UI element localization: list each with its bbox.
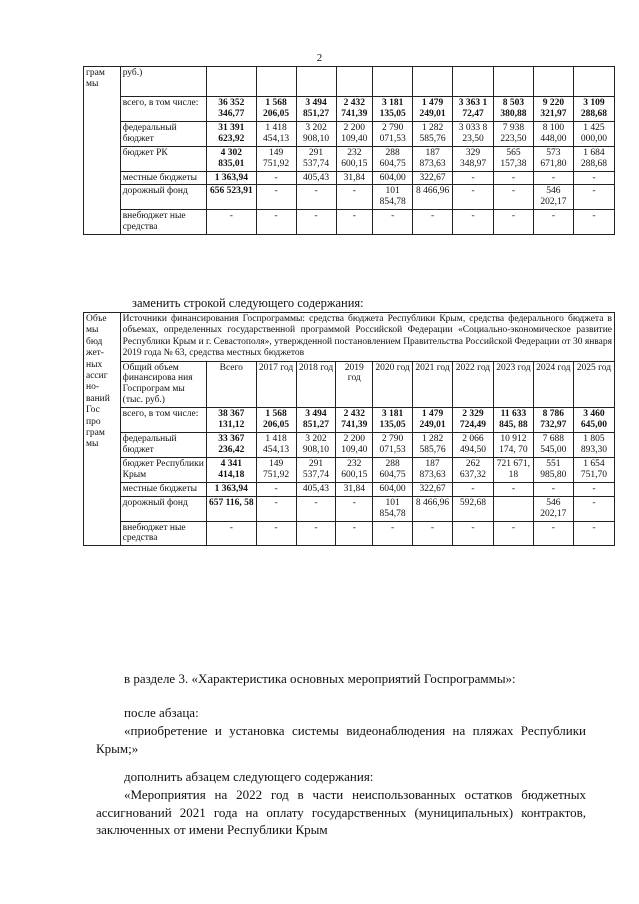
table-row xyxy=(84,313,615,362)
value-cell: 322,67 xyxy=(413,171,453,185)
value-cell: - xyxy=(494,210,534,235)
value-cell: - xyxy=(493,521,533,546)
value-cell: - xyxy=(206,521,256,546)
value-cell: 2 329 724,49 xyxy=(452,408,493,433)
value-cell: 291 537,74 xyxy=(296,146,336,171)
value-cell: 2 066 494,50 xyxy=(452,433,493,458)
row-label: федеральный бюджет xyxy=(120,433,206,458)
value-cell: 232 600,15 xyxy=(336,146,373,171)
value-cell: 38 367 131,12 xyxy=(206,408,256,433)
table-row xyxy=(84,97,615,122)
value-cell: - xyxy=(533,482,573,496)
value-cell: 1 684 288,68 xyxy=(573,146,614,171)
value-cell: - xyxy=(373,210,413,235)
value-cell: - xyxy=(533,210,573,235)
value-cell: 329 348,97 xyxy=(453,146,494,171)
column-header: Всего xyxy=(206,361,256,408)
value-cell: 8 100 448,00 xyxy=(533,121,573,146)
value-cell: 1 568 206,05 xyxy=(256,408,296,433)
quoted-paragraph: «приобретение и установка системы видеонаблюдения на пляжах Республики Крым;» xyxy=(96,723,586,756)
value-cell: 8 503 380,88 xyxy=(494,97,534,122)
value-cell: - xyxy=(452,482,493,496)
value-cell: 262 637,32 xyxy=(452,457,493,482)
table-header-row xyxy=(84,361,615,408)
value-cell: 9 220 321,97 xyxy=(533,97,573,122)
value-cell: 101 854,78 xyxy=(373,496,413,521)
value-cell: - xyxy=(452,521,493,546)
value-cell: 1 479 249,01 xyxy=(413,408,453,433)
after-paragraph-label: после абзаца: xyxy=(124,705,199,720)
table-row xyxy=(84,408,615,433)
value-cell: 551 985,80 xyxy=(533,457,573,482)
side-label: Объе мы бюд жет- ных ассиг но- ваний Гос про грам мы xyxy=(84,313,121,546)
value-cell: - xyxy=(453,210,494,235)
value-cell: 31 391 623,92 xyxy=(207,121,257,146)
table-row xyxy=(84,146,615,171)
value-cell: 405,43 xyxy=(296,171,336,185)
empty-cell xyxy=(573,67,614,97)
empty-cell xyxy=(296,67,336,97)
value-cell: - xyxy=(296,496,336,521)
value-cell: 8 466,96 xyxy=(413,496,453,521)
empty-cell xyxy=(373,67,413,97)
value-cell: - xyxy=(256,496,296,521)
value-cell: - xyxy=(413,521,453,546)
value-cell: 3 181 135,05 xyxy=(373,408,413,433)
value-cell: 187 873,63 xyxy=(413,146,453,171)
value-cell: - xyxy=(373,521,413,546)
value-cell: 4 302 835,01 xyxy=(207,146,257,171)
value-cell: 232 600,15 xyxy=(336,457,373,482)
row-label: внебюджет ные средства xyxy=(120,210,206,235)
value-cell: 7 938 223,50 xyxy=(494,121,534,146)
table-row xyxy=(84,67,615,97)
value-cell: - xyxy=(573,210,614,235)
row-label: федеральный бюджет xyxy=(120,121,206,146)
value-cell: 33 367 236,42 xyxy=(206,433,256,458)
value-cell: 2 432 741,39 xyxy=(336,408,373,433)
value-cell: 4 341 414,18 xyxy=(206,457,256,482)
row-label: всего, в том числе: xyxy=(120,408,206,433)
value-cell: 7 688 545,00 xyxy=(533,433,573,458)
unit-label: руб.) xyxy=(120,67,206,97)
value-cell: 573 671,80 xyxy=(533,146,573,171)
column-header: 2025 год xyxy=(573,361,614,408)
value-cell: - xyxy=(573,521,614,546)
value-cell: 565 157,38 xyxy=(494,146,534,171)
value-cell: 1 363,94 xyxy=(206,482,256,496)
table-row xyxy=(84,521,615,546)
row-label: дорожный фонд xyxy=(120,496,206,521)
value-cell: 604,00 xyxy=(373,171,413,185)
value-cell: 1 654 751,70 xyxy=(573,457,614,482)
value-cell: - xyxy=(573,482,614,496)
value-cell: 36 352 346,77 xyxy=(207,97,257,122)
value-cell: 1 363,94 xyxy=(207,171,257,185)
value-cell: 288 604,75 xyxy=(373,146,413,171)
value-cell: 2 432 741,39 xyxy=(336,97,373,122)
value-cell: 604,00 xyxy=(373,482,413,496)
row-label: дорожный фонд xyxy=(120,185,206,210)
page-number: 2 xyxy=(316,52,323,64)
value-cell: - xyxy=(494,185,534,210)
value-cell: - xyxy=(296,185,336,210)
column-header: 2019 год xyxy=(336,361,373,408)
empty-cell xyxy=(413,67,453,97)
value-cell: 3 494 851,27 xyxy=(296,408,336,433)
empty-cell xyxy=(494,67,534,97)
value-cell: - xyxy=(453,171,494,185)
row-label: местные бюджеты xyxy=(120,171,206,185)
column-header: 2024 год xyxy=(533,361,573,408)
table-row xyxy=(84,496,615,521)
value-cell: 31,84 xyxy=(336,171,373,185)
value-cell: 322,67 xyxy=(413,482,453,496)
row-label: бюджет РК xyxy=(120,146,206,171)
value-cell: - xyxy=(336,496,373,521)
value-cell: - xyxy=(256,482,296,496)
row-label: местные бюджеты xyxy=(120,482,206,496)
value-cell: - xyxy=(336,210,373,235)
value-cell: 405,43 xyxy=(296,482,336,496)
value-cell: 288 604,75 xyxy=(373,457,413,482)
empty-cell xyxy=(533,67,573,97)
value-cell: 657 116, 58 xyxy=(206,496,256,521)
value-cell: 1 568 206,05 xyxy=(256,97,296,122)
row-label: внебюджет ные средства xyxy=(120,521,206,546)
value-cell xyxy=(493,496,533,521)
replace-instruction: заменить строкой следующего содержания: xyxy=(132,296,364,310)
column-header: 2021 год xyxy=(413,361,453,408)
value-cell: 101 854,78 xyxy=(373,185,413,210)
value-cell: 2 200 109,40 xyxy=(336,121,373,146)
value-cell: 3 202 908,10 xyxy=(296,121,336,146)
value-cell: 149 751,92 xyxy=(256,457,296,482)
value-cell: 1 479 249,01 xyxy=(413,97,453,122)
old-funding-table xyxy=(83,66,615,235)
empty-cell xyxy=(207,67,257,97)
empty-cell xyxy=(256,67,296,97)
value-cell: 3 363 1 72,47 xyxy=(453,97,494,122)
value-cell: - xyxy=(573,496,614,521)
header-label: Общий объем финансирова ния Госпрограм мы (тыс. руб.) xyxy=(120,361,206,408)
value-cell: 721 671, 18 xyxy=(493,457,533,482)
value-cell: 3 460 645,00 xyxy=(573,408,614,433)
value-cell: 3 494 851,27 xyxy=(296,97,336,122)
new-funding-table xyxy=(83,312,615,546)
value-cell: - xyxy=(296,210,336,235)
value-cell: 2 790 071,53 xyxy=(373,433,413,458)
value-cell: 187 873,63 xyxy=(413,457,453,482)
table-row xyxy=(84,121,615,146)
value-cell: 1 418 454,13 xyxy=(256,433,296,458)
table-row xyxy=(84,171,615,185)
value-cell: - xyxy=(256,171,296,185)
value-cell: - xyxy=(413,210,453,235)
value-cell: - xyxy=(256,185,296,210)
funding-sources-text: Источники финансирования Госпрограммы: средства бюджета Республики Крым, средства федерального бюджета в объемах, определенных государственной программой Российской Федерации «Социально-экономическое развитие Республики Крым и г. Севастополя», утвержденной постановлением Правительства Российской Федерации от 30 января 2019 года № 63, средства местных бюджетов xyxy=(120,313,614,362)
value-cell: 3 181 135,05 xyxy=(373,97,413,122)
value-cell: 1 282 585,76 xyxy=(413,121,453,146)
new-paragraph: «Мероприятия на 2022 год в части неиспользованных остатков бюджетных ассигнований 2021 года на оплату государственных (муниципальных) контрактов, заключенных от имени Республики Крым xyxy=(96,787,586,838)
value-cell: - xyxy=(207,210,257,235)
column-header: 2023 год xyxy=(493,361,533,408)
value-cell: - xyxy=(296,521,336,546)
section-heading: в разделе 3. «Характеристика основных мероприятий Госпрограммы»: xyxy=(124,671,516,686)
table-row xyxy=(84,433,615,458)
value-cell: - xyxy=(256,210,296,235)
value-cell: - xyxy=(336,521,373,546)
empty-cell xyxy=(453,67,494,97)
value-cell: 3 033 8 23,50 xyxy=(453,121,494,146)
value-cell: - xyxy=(336,185,373,210)
value-cell: 3 109 288,68 xyxy=(573,97,614,122)
table-row xyxy=(84,210,615,235)
value-cell: 10 912 174, 70 xyxy=(493,433,533,458)
column-header: 2022 год xyxy=(452,361,493,408)
value-cell: 656 523,91 xyxy=(207,185,257,210)
value-cell: 1 805 893,30 xyxy=(573,433,614,458)
value-cell: - xyxy=(533,521,573,546)
value-cell: 1 425 000,00 xyxy=(573,121,614,146)
value-cell: - xyxy=(493,482,533,496)
value-cell: 291 537,74 xyxy=(296,457,336,482)
value-cell: 8 786 732,97 xyxy=(533,408,573,433)
value-cell: 8 466,96 xyxy=(413,185,453,210)
empty-cell xyxy=(336,67,373,97)
value-cell: 3 202 908,10 xyxy=(296,433,336,458)
value-cell: - xyxy=(494,171,534,185)
value-cell: 2 200 109,40 xyxy=(336,433,373,458)
value-cell: - xyxy=(453,185,494,210)
table-row xyxy=(84,185,615,210)
column-header: 2020 год xyxy=(373,361,413,408)
table-row xyxy=(84,482,615,496)
side-label: грам мы xyxy=(84,67,121,235)
value-cell: - xyxy=(573,185,614,210)
column-header: 2018 год xyxy=(296,361,336,408)
value-cell: - xyxy=(573,171,614,185)
value-cell: 11 633 845, 88 xyxy=(493,408,533,433)
value-cell: 546 202,17 xyxy=(533,496,573,521)
value-cell: 592,68 xyxy=(452,496,493,521)
value-cell: 1 418 454,13 xyxy=(256,121,296,146)
value-cell: 149 751,92 xyxy=(256,146,296,171)
value-cell: 2 790 071,53 xyxy=(373,121,413,146)
value-cell: - xyxy=(533,171,573,185)
supplement-label: дополнить абзацем следующего содержания: xyxy=(124,769,374,784)
value-cell: 546 202,17 xyxy=(533,185,573,210)
row-label: всего, в том числе: xyxy=(120,97,206,122)
value-cell: - xyxy=(256,521,296,546)
value-cell: 31,84 xyxy=(336,482,373,496)
column-header: 2017 год xyxy=(256,361,296,408)
row-label: бюджет Республики Крым xyxy=(120,457,206,482)
value-cell: 1 282 585,76 xyxy=(413,433,453,458)
table-row xyxy=(84,457,615,482)
